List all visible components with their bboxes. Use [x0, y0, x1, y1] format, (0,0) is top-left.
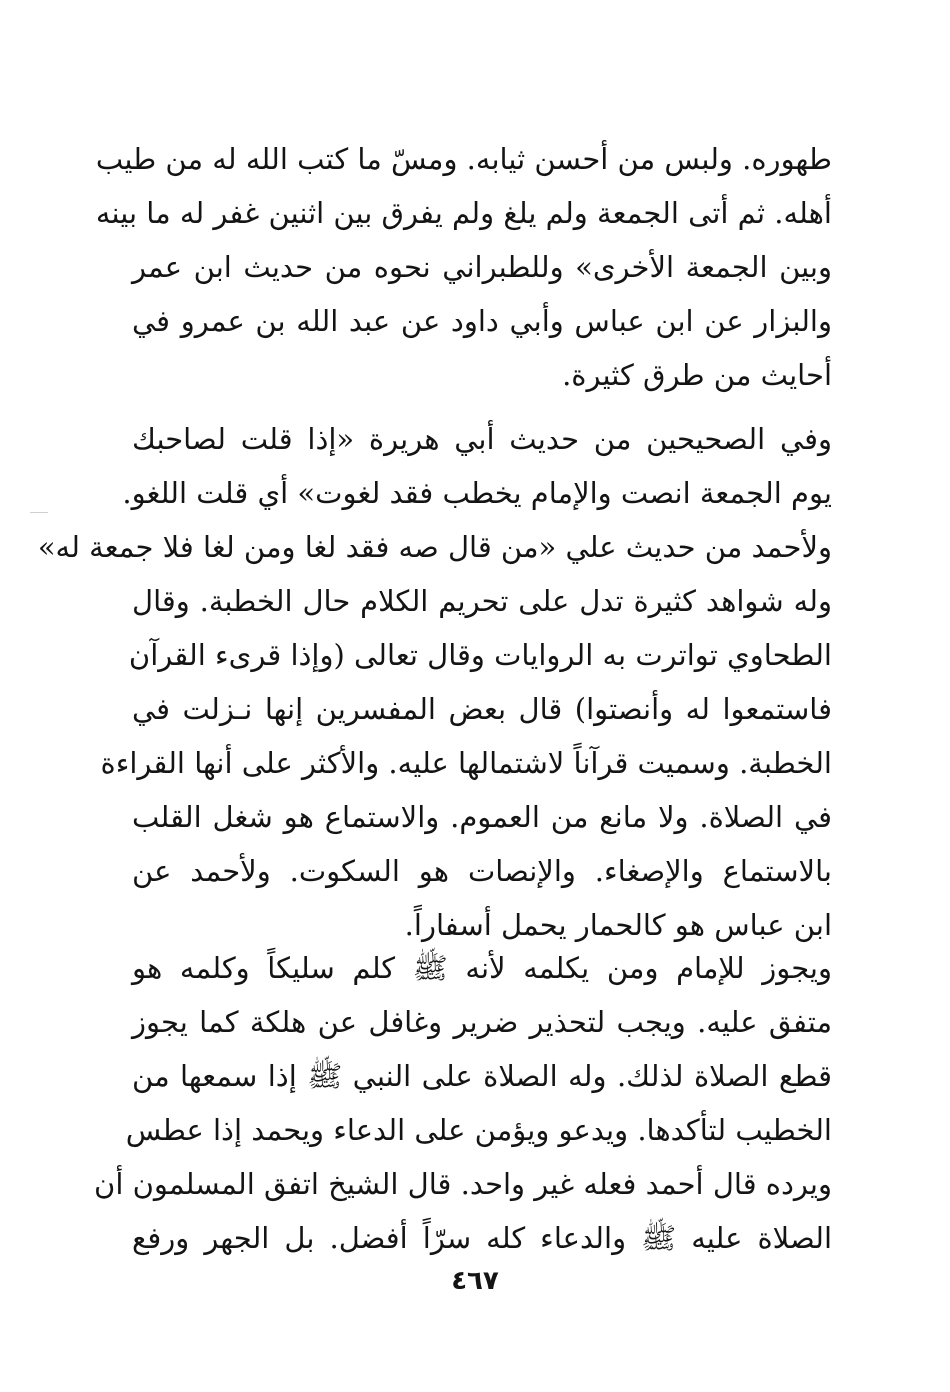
scan-mark	[30, 512, 48, 513]
text-line: والبزار عن ابن عباس وأبي داود عن عبد الله بن عمرو في	[132, 304, 832, 338]
text-line: أهله. ثم أتى الجمعة ولم يلغ ولم يفرق بين اثنين غفر له ما بينه	[95, 196, 832, 230]
text-line: الصلاة عليه ﷺ والدعاء كله سرّاً أفضل. بل الجهر ورفع	[132, 1221, 833, 1255]
text-line: طهوره. ولبس من أحسن ثيابه. ومسّ ما كتب الله له من طيب	[95, 142, 832, 176]
text-line: فاستمعوا له وأنصتوا) قال بعض المفسرين إنها نـزلت في	[132, 692, 832, 726]
text-line: الطحاوي تواترت به الروايات وقال تعالى (وإذا قرىء القرآن	[128, 638, 832, 672]
text-line: الخطبة. وسميت قرآناً لاشتمالها عليه. والأكثر على أنها القراءة	[100, 746, 832, 780]
text-line: ويرده قال أحمد فعله غير واحد. قال الشيخ اتفق المسلمون أن	[94, 1167, 832, 1201]
page-number: ٤٦٧	[451, 1266, 499, 1296]
text-line: بالاستماع والإصغاء. والإنصات هو السكوت. ولأحمد عن	[132, 854, 832, 888]
text-line: ولأحمد من حديث علي «من قال صه فقد لغا ومن لغا فلا جمعة له»	[37, 530, 832, 564]
text-line: ويجوز للإمام ومن يكلمه لأنه ﷺ كلم سليكاً وكلمه هو	[132, 951, 832, 985]
paragraph-2	[37, 412, 832, 952]
paragraph-3	[94, 941, 833, 1265]
text-line: وبين الجمعة الأخرى» وللطبراني نحوه من حديث ابن عمر	[132, 250, 832, 284]
text-line: قطع الصلاة لذلك. وله الصلاة على النبي ﷺ إذا سمعها من	[132, 1059, 832, 1093]
text-line: وفي الصحيحين من حديث أبي هريرة «إذا قلت لصاحبك	[132, 422, 832, 456]
text-line: أحايث من طرق كثيرة.	[562, 358, 832, 392]
text-line: الخطيب لتأكدها. ويدعو ويؤمن على الدعاء ويحمد إذا عطس	[125, 1113, 832, 1147]
text-line: متفق عليه. ويجب لتحذير ضرير وغافل عن هلكة كما يجوز	[132, 1005, 832, 1039]
text-line: يوم الجمعة انصت والإمام يخطب فقد لغوت» أي قلت اللغو.	[122, 476, 832, 510]
text-line: ابن عباس هو كالحمار يحمل أسفاراً.	[404, 908, 832, 942]
text-line: وله شواهد كثيرة تدل على تحريم الكلام حال الخطبة. وقال	[132, 584, 832, 618]
text-line: في الصلاة. ولا مانع من العموم. والاستماع هو شغل القلب	[132, 800, 832, 834]
paragraph-1	[95, 132, 832, 402]
